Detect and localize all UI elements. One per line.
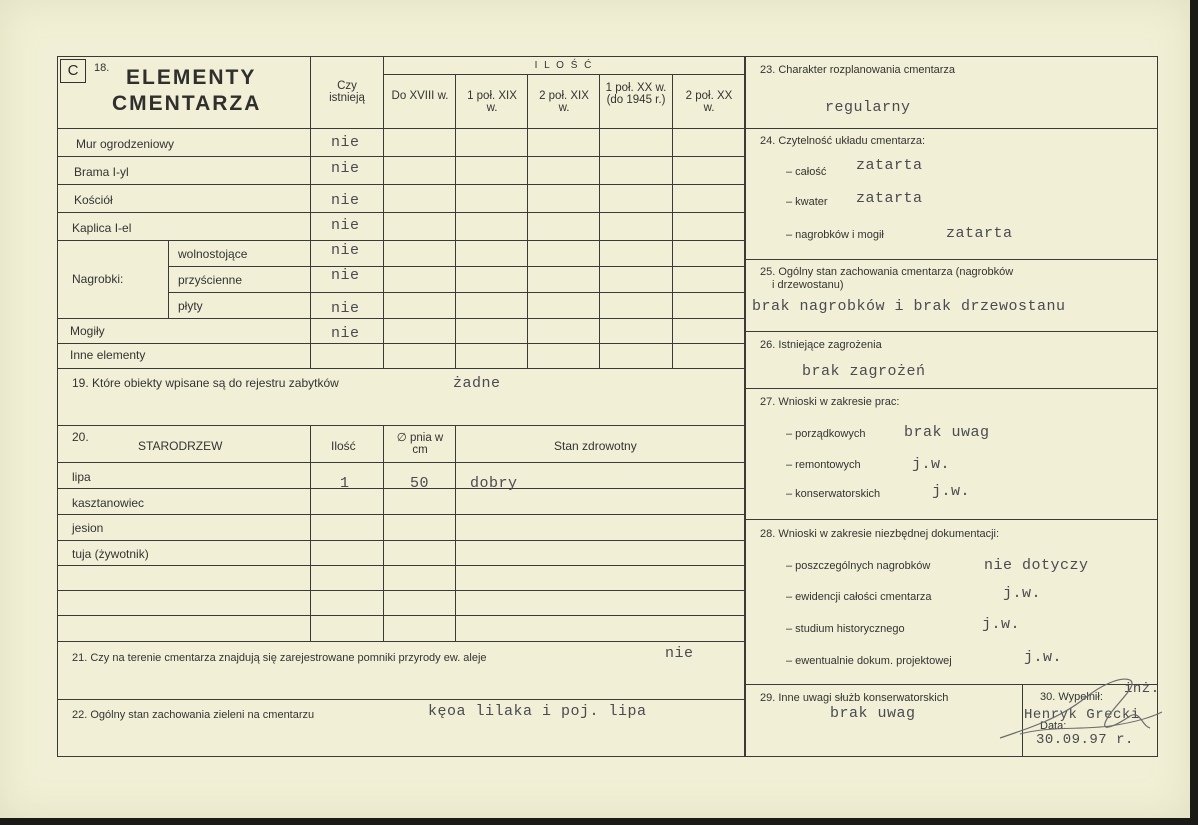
q26-label: 26. Istniejące zagrożenia (760, 339, 882, 351)
q22-answer: kęoa lilaka i poj. lipa (428, 703, 647, 720)
q21-label: 21. Czy na terenie cmentarza znajdują się zarejestrowane pomniki przyrody ew. aleje (72, 652, 487, 664)
q27-item-repair-label: – remontowych (786, 459, 861, 471)
card-letter: C (67, 62, 79, 79)
row-label-chapel: Kaplica I-el (72, 221, 132, 235)
q23-label: 23. Charakter rozplanowania cmentarza (760, 64, 956, 76)
q24-item-quarters-label: – kwater (786, 196, 828, 208)
exists-value-chapel: nie (331, 217, 360, 234)
q26-answer: brak zagrożeń (802, 363, 926, 380)
q27-item-cleanup-label: – porządkowych (786, 428, 866, 440)
q28-item-design-label: – ewentualnie dokum. projektowej (786, 655, 952, 667)
q30-name: Henryk Grecki (1024, 707, 1140, 723)
row-label-wall-mounted: przyścienne (178, 273, 243, 287)
q23-answer: regularny (825, 99, 911, 116)
exists-value-gate: nie (331, 160, 360, 177)
row-label-slabs: płyty (178, 299, 203, 313)
period-header-2: 1 poł. XIX w. (467, 90, 517, 114)
q27-item-conservation-answer: j.w. (932, 483, 971, 500)
elements-title-line1: ELEMENTY (126, 66, 257, 89)
q30-label: 30. Wypełnił: (1040, 691, 1103, 703)
q28-item-study-label: – studium historycznego (786, 623, 905, 635)
exists-value-freestanding: nie (331, 242, 360, 259)
q24-item-quarters-answer: zatarta (856, 190, 923, 207)
q22-label: 22. Ogólny stan zachowania zieleni na cmentarzu (72, 709, 315, 721)
q24-item-graves-answer: zatarta (946, 225, 1013, 242)
trees-qty-header: Ilość (331, 439, 356, 453)
nagrobki-label: Nagrobki: (72, 272, 124, 286)
q27-label: 27. Wnioski w zakresie prac: (760, 396, 900, 408)
tree-species-chestnut: kasztanowiec (72, 496, 145, 510)
exists-value-graves: nie (331, 325, 360, 342)
q28-item-records-label: – ewidencji całości cmentarza (786, 591, 932, 603)
q27-item-repair-answer: j.w. (912, 456, 951, 473)
row-label-wall: Mur ogrodzeniowy (76, 137, 175, 151)
trees-health-header: Stan zdrowotny (554, 439, 637, 453)
q28-item-tombs-label: – poszczególnych nagrobków (786, 560, 931, 572)
q30-date-label: Data: (1040, 720, 1067, 732)
q24-label: 24. Czytelność układu cmentarza: (760, 135, 926, 147)
tree-qty-lime: 1 (340, 475, 350, 492)
q29-label: 29. Inne uwagi służb konserwatorskich (760, 692, 949, 704)
trees-header: STARODRZEW (138, 439, 223, 453)
trees-diameter-header: ∅ pnia w cm (396, 432, 444, 456)
period-header-1: Do XVIII w. (391, 90, 449, 102)
q30-date: 30.09.97 r. (1036, 732, 1134, 748)
q30-title: inż. (1124, 681, 1160, 697)
exists-header: Czy istnieją (329, 80, 365, 104)
row-label-other: Inne elementy (70, 348, 146, 362)
q19-answer: żadne (453, 375, 501, 392)
tree-diameter-lime: 50 (410, 475, 430, 492)
exists-value-wall-mounted: nie (331, 267, 360, 284)
q27-item-cleanup-answer: brak uwag (904, 424, 990, 441)
q25-label-line2: i drzewostanu) (772, 279, 844, 291)
trees-section-number: 20. (72, 430, 89, 444)
tree-species-thuja: tuja (żywotnik) (72, 547, 149, 561)
q25-answer: brak nagrobków i brak drzewostanu (752, 298, 1066, 315)
period-header-5: 2 poł. XX w. (685, 90, 733, 114)
section-number-18: 18. (94, 62, 110, 74)
signature-scribble (990, 668, 1170, 748)
tree-health-lime: dobry (470, 475, 518, 492)
q27-item-conservation-label: – konserwatorskich (786, 488, 881, 500)
q28-item-design-answer: j.w. (1024, 649, 1063, 666)
q24-item-graves-label: – nagrobków i mogił (786, 229, 884, 241)
q29-answer: brak uwag (830, 705, 916, 722)
period-header-4: 1 poł. XX w. (do 1945 r.) (605, 82, 667, 106)
q28-label: 28. Wnioski w zakresie niezbędnej dokumentacji: (760, 528, 1000, 540)
q19-label: 19. Które obiekty wpisane są do rejestru zabytków (72, 376, 339, 390)
row-label-graves: Mogiły (70, 324, 105, 338)
row-label-gate: Brama I-yl (74, 165, 129, 179)
exists-value-church: nie (331, 192, 360, 209)
q24-item-whole-answer: zatarta (856, 157, 923, 174)
q28-item-tombs-answer: nie dotyczy (984, 557, 1089, 574)
q28-item-records-answer: j.w. (1003, 585, 1042, 602)
period-header-3: 2 poł. XIX w. (539, 90, 589, 114)
q24-item-whole-label: – całość (786, 166, 827, 178)
q25-label-line1: 25. Ogólny stan zachowania cmentarza (nagrobków (760, 266, 1014, 278)
tree-species-lime: lipa (72, 470, 91, 484)
tree-species-ash: jesion (72, 521, 104, 535)
q21-answer: nie (665, 645, 694, 662)
row-label-freestanding: wolnostojące (178, 247, 248, 261)
q28-item-study-answer: j.w. (982, 616, 1021, 633)
row-label-church: Kościół (74, 193, 113, 207)
quantity-header: I L O Ś Ć (534, 60, 594, 71)
card-letter-box (60, 59, 86, 83)
exists-value-slabs: nie (331, 300, 360, 317)
exists-value-wall: nie (331, 134, 360, 151)
elements-title-line2: CMENTARZA (112, 92, 262, 115)
